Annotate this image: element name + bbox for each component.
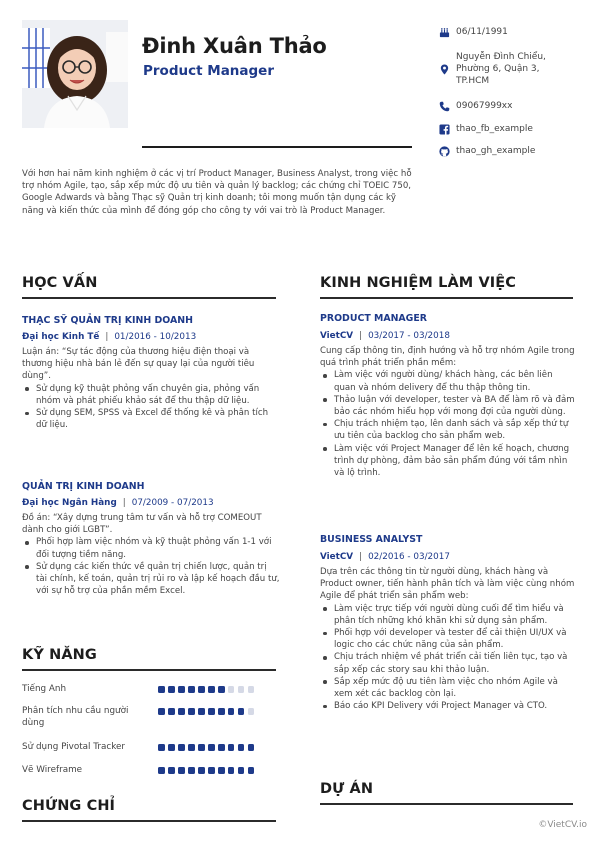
- certificates-heading: CHỨNG CHỈ: [22, 798, 116, 814]
- rating-dot-filled: [228, 767, 235, 774]
- list-item: Sử dụng SEM, SPSS và Excel để thống kê và phân tích dữ liệu.: [22, 407, 280, 431]
- experience-bullets: [320, 369, 576, 479]
- skill-rating: [158, 744, 258, 751]
- rating-dot-filled: [198, 767, 205, 774]
- school-line: [22, 332, 280, 342]
- rating-dot-filled: [208, 767, 215, 774]
- job-description: Cung cấp thông tin, định hướng và hỗ trợ nhóm Agile trong quá trình phát triển phần mềm:: [320, 346, 575, 369]
- company-name: VietCV: [320, 331, 354, 341]
- skill-rating: [158, 767, 258, 774]
- experience-heading: KINH NGHIỆM LÀM VIỆC: [320, 275, 517, 291]
- rating-dot-filled: [248, 744, 255, 751]
- rating-dot-filled: [198, 744, 205, 751]
- list-item: Chịu trách nhiệm về phát triển cải tiến liên tục, tạo và sắp xếp các story sau khi thảo luận.: [320, 651, 576, 675]
- facebook-text: thao_fb_example: [456, 124, 533, 134]
- phone-text: 09067999xx: [456, 101, 513, 111]
- skills-heading: KỸ NĂNG: [22, 647, 97, 663]
- projects-divider: [320, 803, 573, 805]
- projects-heading: DỰ ÁN: [320, 781, 374, 797]
- skill-name: Tiếng Anh: [22, 684, 67, 694]
- thesis-description: Đồ án: “Xây dựng trung tâm tư vấn và hỗ trợ COMEOUT dành cho giới LGBT”.: [22, 513, 262, 536]
- rating-dot-filled: [158, 767, 165, 774]
- company-line: [320, 331, 576, 341]
- experience-divider: [320, 297, 573, 299]
- study-period: 01/2016 - 10/2013: [114, 332, 197, 342]
- contact-github[interactable]: [438, 145, 535, 157]
- rating-dot-empty: [248, 708, 255, 715]
- contact-address: [438, 51, 550, 87]
- rating-dot-empty: [228, 686, 235, 693]
- profile-summary: Với hơn hai năm kinh nghiệm ở các vị trí Product Manager, Business Analyst, trong việc hỗ trợ nhóm Agile, tạo, sắp xếp mức độ ưu tiên và quản lý backlog; các chứng chỉ TOEIC 750, Google Adwards và bằng Thạc sỹ Quản trị kinh doanh; tôi mong muốn tận dụng các kỹ năng và kiến thức của mình để đóng góp cho công ty với vai trò là Product Manager.: [22, 169, 412, 216]
- rating-dot-filled: [178, 686, 185, 693]
- contact-birthday: [438, 26, 508, 38]
- rating-dot-filled: [238, 744, 245, 751]
- rating-dot-filled: [238, 708, 245, 715]
- rating-dot-filled: [218, 767, 225, 774]
- list-item: Báo cáo KPI Delivery với Project Manager và CTO.: [320, 700, 576, 712]
- rating-dot-filled: [158, 744, 165, 751]
- experience-item: [320, 313, 576, 479]
- list-item: Thảo luận với developer, tester và BA để làm rõ và đảm bảo các nhóm hiểu họp với mong đợi của người dùng.: [320, 394, 576, 418]
- list-item: Sử dụng các kiến thức về quản trị chiến lược, quản trị tài chính, kế toán, quản trị rủi ro và lập kế hoạch đầu tư, với sự hỗ trợ của phần mềm Excel.: [22, 561, 280, 598]
- experience-bullets: [320, 603, 576, 713]
- rating-dot-filled: [228, 708, 235, 715]
- position-title: PRODUCT MANAGER: [320, 313, 427, 324]
- work-period: 03/2017 - 03/2018: [368, 331, 450, 341]
- list-item: Làm việc trực tiếp với người dùng cuối để tìm hiểu và phân tích những khó khăn khi sử dụng sản phẩm.: [320, 603, 576, 627]
- rating-dot-filled: [168, 708, 175, 715]
- education-bullets: [22, 536, 280, 597]
- rating-dot-filled: [158, 708, 165, 715]
- position-title: BUSINESS ANALYST: [320, 534, 423, 545]
- rating-dot-filled: [188, 744, 195, 751]
- school-name: Đại học Ngân Hàng: [22, 498, 117, 508]
- rating-dot-empty: [248, 686, 255, 693]
- separator: |: [359, 552, 363, 562]
- study-period: 07/2009 - 07/2013: [131, 498, 214, 508]
- rating-dot-filled: [168, 686, 175, 693]
- rating-dot-filled: [188, 708, 195, 715]
- separator: |: [105, 332, 109, 342]
- education-item: [22, 481, 280, 597]
- phone-icon: [438, 100, 450, 112]
- school-name: Đại học Kinh Tế: [22, 332, 100, 342]
- rating-dot-filled: [208, 744, 215, 751]
- rating-dot-filled: [218, 686, 225, 693]
- separator: |: [122, 498, 126, 508]
- profile-role: Product Manager: [143, 63, 274, 79]
- rating-dot-filled: [188, 767, 195, 774]
- degree-title: QUẢN TRỊ KINH DOANH: [22, 481, 145, 492]
- school-line: [22, 498, 280, 508]
- birthday-text: 06/11/1991: [456, 27, 508, 37]
- rating-dot-empty: [238, 686, 245, 693]
- list-item: Sử dụng kỹ thuật phỏng vấn chuyên gia, phỏng vấn nhóm và phát phiếu khảo sát để thu thập dữ liệu.: [22, 383, 280, 407]
- skill-row: [22, 741, 282, 753]
- github-text: thao_gh_example: [456, 146, 536, 156]
- skill-row: [22, 683, 282, 695]
- rating-dot-filled: [168, 744, 175, 751]
- skill-rating: [158, 686, 258, 693]
- rating-dot-filled: [158, 686, 165, 693]
- list-item: Chịu trách nhiệm tạo, lên danh sách và sắp xếp thứ tự ưu tiên của backlog cho sản phẩm web.: [320, 418, 576, 442]
- education-heading: HỌC VẤN: [22, 275, 98, 291]
- footer-watermark: ©VietCV.io: [538, 820, 587, 830]
- company-line: [320, 552, 576, 562]
- list-item: Làm việc với Project Manager để lên kế hoạch, chương trình dự phòng, đảm bảo sản phẩm đúng với tầm nhìn và lộ trình.: [320, 443, 576, 480]
- rating-dot-filled: [198, 708, 205, 715]
- rating-dot-filled: [228, 744, 235, 751]
- company-name: VietCV: [320, 552, 354, 562]
- rating-dot-filled: [168, 767, 175, 774]
- contact-phone[interactable]: [438, 100, 512, 112]
- profile-name: Đinh Xuân Thảo: [142, 34, 327, 58]
- skills-divider: [22, 669, 276, 671]
- skill-name: Phân tích nhu cầu người dùng: [22, 706, 129, 729]
- skill-rating: [158, 708, 258, 715]
- list-item: Phối hợp với developer và tester để cải thiện UI/UX và logic cho các chức năng của sản phẩm.: [320, 627, 576, 651]
- rating-dot-filled: [178, 767, 185, 774]
- cake-icon: [438, 26, 450, 38]
- work-period: 02/2016 - 03/2017: [368, 552, 450, 562]
- certificates-divider: [22, 820, 276, 822]
- rating-dot-filled: [178, 744, 185, 751]
- rating-dot-filled: [208, 686, 215, 693]
- education-bullets: [22, 383, 280, 432]
- degree-title: THẠC SỸ QUẢN TRỊ KINH DOANH: [22, 315, 193, 326]
- rating-dot-filled: [198, 686, 205, 693]
- profile-photo: [22, 20, 128, 128]
- facebook-icon: [438, 123, 450, 135]
- rating-dot-filled: [238, 767, 245, 774]
- skill-name: Sử dụng Pivotal Tracker: [22, 742, 126, 752]
- list-item: Phối hợp làm việc nhóm và kỹ thuật phỏng vấn 1-1 với đối tượng tiềm năng.: [22, 536, 280, 560]
- contact-facebook[interactable]: [438, 123, 533, 135]
- list-item: Làm việc với người dùng/ khách hàng, các bên liên quan và nhóm delivery để thu thập thông tin.: [320, 369, 576, 393]
- address-text: Nguyễn Đình Chiểu, Phường 6, Quận 3, TP.HCM: [456, 52, 546, 86]
- separator: |: [359, 331, 363, 341]
- rating-dot-filled: [218, 708, 225, 715]
- rating-dot-filled: [248, 767, 255, 774]
- rating-dot-filled: [208, 708, 215, 715]
- experience-item: [320, 534, 576, 712]
- skill-name: Vẽ Wireframe: [22, 765, 83, 775]
- rating-dot-filled: [178, 708, 185, 715]
- job-description: Dựa trên các thông tin từ người dùng, khách hàng và Product owner, tiến hành phân tích và làm việc cùng nhóm Agile để phát triển sản phẩm web:: [320, 567, 575, 602]
- rating-dot-filled: [218, 744, 225, 751]
- github-icon: [438, 145, 450, 157]
- education-divider: [22, 297, 276, 299]
- skill-row: [22, 705, 282, 729]
- education-item: [22, 315, 280, 431]
- list-item: Sắp xếp mức độ ưu tiên làm việc cho nhóm Agile và xem xét các backlog còn lại.: [320, 676, 576, 700]
- profile-photo-image: [22, 20, 128, 128]
- skill-row: [22, 764, 282, 776]
- thesis-description: Luận án: “Sự tác động của thương hiệu điện thoại và thương hiệu nhà bán lẻ đến sự quay lại của người tiêu dùng”.: [22, 347, 255, 382]
- location-icon: [438, 63, 450, 75]
- rating-dot-filled: [188, 686, 195, 693]
- header-divider: [142, 146, 412, 148]
